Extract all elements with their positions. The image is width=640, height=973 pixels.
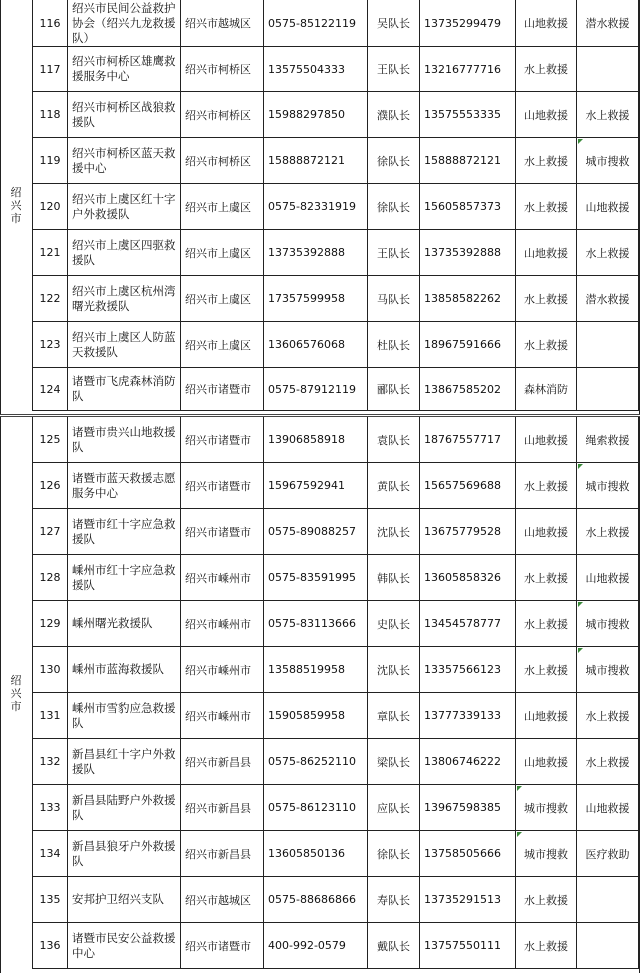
contact-phone: 0575-82331919 [264,184,368,230]
district: 绍兴市上虞区 [181,184,264,230]
contact-phone: 0575-87912119 [264,368,368,411]
team-name: 嵊州市蓝海救援队 [68,647,181,693]
team-leader: 章队长 [368,693,420,739]
rescue-type-secondary: 山地救援 [577,184,639,230]
mobile-phone: 13777339133 [420,693,516,739]
district: 绍兴市上虞区 [181,322,264,368]
contact-phone: 15888872121 [264,138,368,184]
team-name: 绍兴市上虞区人防蓝天救援队 [68,322,181,368]
team-leader: 徐队长 [368,184,420,230]
rescue-type-primary: 水上救援 [516,463,577,509]
mobile-phone: 13735291513 [420,877,516,923]
rescue-type-primary: 山地救援 [516,739,577,785]
row-number: 123 [33,322,68,368]
rescue-type-primary: 水上救援 [516,601,577,647]
team-leader: 梁队长 [368,739,420,785]
rescue-type-secondary: 山地救援 [577,555,639,601]
row-number: 134 [33,831,68,877]
team-leader: 寿队长 [368,877,420,923]
district: 绍兴市诸暨市 [181,368,264,411]
district: 绍兴市越城区 [181,0,264,47]
row-number: 120 [33,184,68,230]
mobile-phone: 13735299479 [420,0,516,47]
contact-phone: 13605850136 [264,831,368,877]
team-name: 嵊州市红十字应急救援队 [68,555,181,601]
row-number: 119 [33,138,68,184]
mobile-phone: 13967598385 [420,785,516,831]
rescue-type-secondary: 水上救援 [577,230,639,276]
district: 绍兴市柯桥区 [181,47,264,92]
mobile-phone: 13454578777 [420,601,516,647]
rescue-type-secondary [577,923,639,969]
contact-phone: 13735392888 [264,230,368,276]
rescue-type-secondary [577,368,639,411]
team-name: 诸暨市红十字应急救援队 [68,509,181,555]
contact-phone: 15905859958 [264,693,368,739]
contact-phone: 17357599958 [264,276,368,322]
contact-phone: 400-992-0579 [264,923,368,969]
row-number: 128 [33,555,68,601]
team-name: 绍兴市上虞区红十字户外救援队 [68,184,181,230]
group-separator [0,414,640,417]
region-label: 绍兴市 [10,186,22,225]
team-name: 诸暨市贵兴山地救援队 [68,417,181,463]
team-name: 绍兴市上虞区杭州湾曙光救援队 [68,276,181,322]
rescue-type-primary: 水上救援 [516,138,577,184]
team-name: 绍兴市民间公益救护协会（绍兴九龙救援队） [68,0,181,47]
rescue-type-primary: 水上救援 [516,555,577,601]
contact-phone: 13588519958 [264,647,368,693]
district: 绍兴市新昌县 [181,739,264,785]
rescue-type-secondary: 城市搜救 [577,138,639,184]
contact-phone: 13906858918 [264,417,368,463]
district: 绍兴市嵊州市 [181,555,264,601]
contact-phone: 0575-86123110 [264,785,368,831]
team-name: 新昌县狼牙户外救援队 [68,831,181,877]
mobile-phone: 13735392888 [420,230,516,276]
team-leader: 韩队长 [368,555,420,601]
team-leader: 徐队长 [368,138,420,184]
rescue-type-secondary: 山地救援 [577,785,639,831]
contact-phone: 0575-83591995 [264,555,368,601]
mobile-phone: 13675779528 [420,509,516,555]
mobile-phone: 13867585202 [420,368,516,411]
rescue-type-secondary [577,47,639,92]
cell-comment-marker [578,464,583,469]
contact-phone: 0575-86252110 [264,739,368,785]
district: 绍兴市嵊州市 [181,693,264,739]
rescue-type-primary: 水上救援 [516,647,577,693]
team-name: 绍兴市上虞区四驱救援队 [68,230,181,276]
contact-phone: 15967592941 [264,463,368,509]
rescue-type-primary: 水上救援 [516,184,577,230]
team-leader: 吴队长 [368,0,420,47]
team-name: 诸暨市飞虎森林消防队 [68,368,181,411]
rescue-type-secondary: 城市搜救 [577,601,639,647]
contact-phone: 15988297850 [264,92,368,138]
district: 绍兴市越城区 [181,877,264,923]
rescue-type-secondary: 水上救援 [577,693,639,739]
rescue-type-primary: 水上救援 [516,276,577,322]
row-number: 121 [33,230,68,276]
mobile-phone: 13806746222 [420,739,516,785]
rescue-type-primary: 城市搜救 [516,785,577,831]
row-number: 136 [33,923,68,969]
district: 绍兴市诸暨市 [181,509,264,555]
row-number: 132 [33,739,68,785]
team-name: 绍兴市柯桥区蓝天救援中心 [68,138,181,184]
row-number: 122 [33,276,68,322]
mobile-phone: 13357566123 [420,647,516,693]
team-name: 嵊州曙光救援队 [68,601,181,647]
team-name: 新昌县红十字户外救援队 [68,739,181,785]
team-name: 绍兴市柯桥区战狼救援队 [68,92,181,138]
mobile-phone: 13575553335 [420,92,516,138]
mobile-phone: 13216777716 [420,47,516,92]
mobile-phone: 15657569688 [420,463,516,509]
team-leader: 郦队长 [368,368,420,411]
cell-comment-marker [517,786,522,791]
district: 绍兴市新昌县 [181,831,264,877]
team-leader: 王队长 [368,230,420,276]
district: 绍兴市柯桥区 [181,92,264,138]
team-name: 绍兴市柯桥区雄鹰救援服务中心 [68,47,181,92]
district: 绍兴市嵊州市 [181,647,264,693]
rescue-type-secondary: 城市搜救 [577,463,639,509]
row-number: 116 [33,0,68,47]
contact-phone: 0575-85122119 [264,0,368,47]
contact-phone: 13575504333 [264,47,368,92]
rescue-type-secondary: 水上救援 [577,92,639,138]
row-number: 131 [33,693,68,739]
row-number: 127 [33,509,68,555]
row-number: 125 [33,417,68,463]
team-leader: 应队长 [368,785,420,831]
contact-phone: 0575-83113666 [264,601,368,647]
region-label: 绍兴市 [10,673,22,713]
rescue-type-secondary [577,877,639,923]
rescue-type-secondary: 潜水救援 [577,0,639,47]
team-leader: 濮队长 [368,92,420,138]
rescue-type-primary: 森林消防 [516,368,577,411]
team-leader: 王队长 [368,47,420,92]
rescue-type-primary: 山地救援 [516,509,577,555]
row-number: 135 [33,877,68,923]
cell-comment-marker [578,602,583,607]
mobile-phone: 15605857373 [420,184,516,230]
rescue-type-secondary [577,322,639,368]
district: 绍兴市诸暨市 [181,923,264,969]
rescue-type-secondary: 医疗救助 [577,831,639,877]
team-name: 嵊州市雪豹应急救援队 [68,693,181,739]
rescue-type-secondary: 城市搜救 [577,647,639,693]
contact-phone: 13606576068 [264,322,368,368]
region-cell [0,417,33,969]
rescue-type-secondary: 潜水救援 [577,276,639,322]
row-number: 130 [33,647,68,693]
cell-comment-marker [578,648,583,653]
rescue-type-primary: 水上救援 [516,322,577,368]
rescue-type-secondary: 水上救援 [577,509,639,555]
rescue-type-primary: 山地救援 [516,230,577,276]
team-name: 诸暨市民安公益救援中心 [68,923,181,969]
mobile-phone: 13758505666 [420,831,516,877]
district: 绍兴市诸暨市 [181,417,264,463]
mobile-phone: 13858582262 [420,276,516,322]
team-leader: 戴队长 [368,923,420,969]
team-leader: 马队长 [368,276,420,322]
rescue-type-primary: 水上救援 [516,923,577,969]
mobile-phone: 13605858326 [420,555,516,601]
district: 绍兴市柯桥区 [181,138,264,184]
rescue-type-secondary: 水上救援 [577,739,639,785]
district: 绍兴市诸暨市 [181,463,264,509]
rescue-type-secondary: 绳索救援 [577,417,639,463]
rescue-type-primary: 城市搜救 [516,831,577,877]
contact-phone: 0575-89088257 [264,509,368,555]
team-leader: 史队长 [368,601,420,647]
district: 绍兴市上虞区 [181,276,264,322]
district: 绍兴市嵊州市 [181,601,264,647]
team-name: 诸暨市蓝天救援志愿服务中心 [68,463,181,509]
rescue-type-primary: 山地救援 [516,0,577,47]
row-number: 118 [33,92,68,138]
cell-comment-marker [578,139,583,144]
rescue-type-primary: 水上救援 [516,47,577,92]
mobile-phone: 18967591666 [420,322,516,368]
district: 绍兴市上虞区 [181,230,264,276]
mobile-phone: 13757550111 [420,923,516,969]
rescue-type-primary: 山地救援 [516,417,577,463]
row-number: 124 [33,368,68,411]
team-leader: 徐队长 [368,831,420,877]
team-leader: 袁队长 [368,417,420,463]
row-number: 126 [33,463,68,509]
cell-comment-marker [517,832,522,837]
team-name: 安邦护卫绍兴支队 [68,877,181,923]
row-number: 117 [33,47,68,92]
team-leader: 沈队长 [368,509,420,555]
team-name: 新昌县陆野户外救援队 [68,785,181,831]
district: 绍兴市新昌县 [181,785,264,831]
team-leader: 杜队长 [368,322,420,368]
rescue-type-primary: 水上救援 [516,877,577,923]
rescue-type-primary: 山地救援 [516,693,577,739]
mobile-phone: 18767557717 [420,417,516,463]
region-cell [0,0,33,411]
team-leader: 黄队长 [368,463,420,509]
team-leader: 沈队长 [368,647,420,693]
mobile-phone: 15888872121 [420,138,516,184]
rescue-type-primary: 山地救援 [516,92,577,138]
row-number: 133 [33,785,68,831]
contact-phone: 0575-88686866 [264,877,368,923]
row-number: 129 [33,601,68,647]
